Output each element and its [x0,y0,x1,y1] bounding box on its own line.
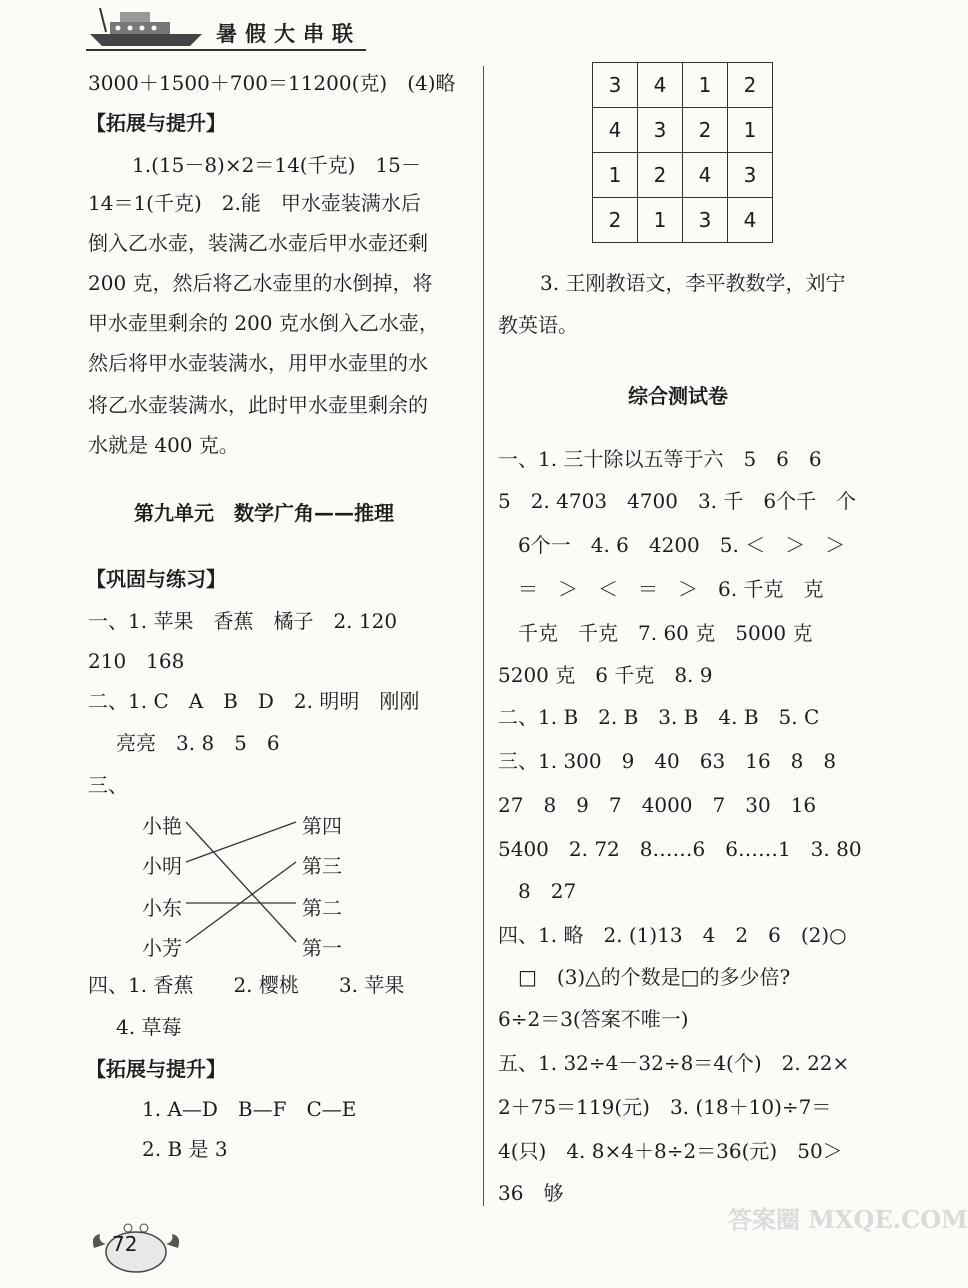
left-line-7: 甲水壶里剩余的 200 克水倒入乙水壶， [88,311,439,335]
grid-cell: 1 [593,153,638,198]
match-right-4: 第一 [302,936,342,960]
left-q1-cont: 210 168 [88,649,185,673]
left-q2: 二、1. C A B D 2. 明明 刚刚 [88,689,420,713]
left-line-1: 3000＋1500＋700＝11200(克) (4)略 [88,71,456,95]
left-ext-1: 1. A—D B—F C—E [142,1097,357,1121]
grid-row [593,108,773,153]
section-heading-practice: 【巩固与练习】 [86,567,226,591]
right-line-8: 三、1. 300 9 40 63 16 8 8 [498,749,837,773]
header-title: 暑假大串联 [216,21,361,46]
left-line-6: 200 克，然后将乙水壶里的水倒掉，将 [88,271,433,295]
grid-cell: 2 [728,63,773,108]
grid-cell: 1 [683,63,728,108]
right-line-14: 6÷2＝3(答案不唯一) [498,1007,689,1031]
grid-cell: 2 [638,153,683,198]
match-right-2: 第三 [302,854,342,878]
section-heading-extend-2: 【拓展与提升】 [86,1057,226,1081]
right-line-1: 一、1. 三十除以五等于六 5 6 6 [498,447,822,471]
right-line-12: 四、1. 略 2. (1)13 4 2 6 (2)○ [498,923,847,947]
right-line-7: 二、1. B 2. B 3. B 4. B 5. C [498,705,820,729]
left-q3-label: 三、 [88,773,128,797]
grid-row [593,63,773,108]
left-line-8: 然后将甲水壶装满水，用甲水壶里的水 [88,351,428,375]
left-ext-2: 2. B 是 3 [142,1137,228,1161]
match-left-3: 小东 [142,896,182,920]
grid-cell: 4 [683,153,728,198]
match-lines [0,0,480,1000]
match-left-1: 小艳 [142,814,182,838]
right-line-15: 五、1. 32÷4－32÷8＝4(个) 2. 22× [498,1051,850,1075]
right-line-11: 8 27 [518,879,577,903]
right-line-2: 5 2. 4703 4700 3. 千 6个千 个 [498,489,857,513]
number-grid [592,62,773,243]
grid-cell: 3 [728,153,773,198]
grid-cell: 3 [683,198,728,243]
right-line-3: 6个一 4. 6 4200 5. ＜ ＞ ＞ [518,533,846,557]
right-line-16: 2＋75＝119(元) 3. (18＋10)÷7＝ [498,1095,832,1119]
grid-cell: 3 [593,63,638,108]
right-line-4: ＝ ＞ ＜ ＝ ＞ 6. 千克 克 [518,577,824,601]
left-q2-cont: 亮亮 3. 8 5 6 [116,731,280,755]
match-right-1: 第四 [302,814,342,838]
left-q1: 一、1. 苹果 香蕉 橘子 2. 120 [88,609,398,633]
page-number: 72 [112,1232,138,1256]
watermark: 答案圈 MXQE.COM [728,1205,968,1234]
right-q3: 3. 王刚教语文，李平教数学，刘宁 [540,271,846,295]
right-line-5: 千克 千克 7. 60 克 5000 克 [518,621,813,645]
test-title: 综合测试卷 [628,384,728,408]
left-line-10: 水就是 400 克。 [88,433,239,457]
left-q4-cont: 4. 草莓 [116,1015,182,1039]
grid-cell: 1 [728,108,773,153]
grid-row [593,198,773,243]
right-line-13: □ (3)△的个数是□的多少倍? [518,965,791,989]
column-divider [483,66,484,1206]
section-heading-extend: 【拓展与提升】 [86,111,226,135]
left-line-4: 14＝1(千克) 2.能 甲水壶装满水后 [88,191,421,215]
right-line-6: 5200 克 6 千克 8. 9 [498,663,713,687]
match-right-3: 第二 [302,896,342,920]
right-line-17: 4(只) 4. 8×4＋8÷2＝36(元) 50＞ [498,1139,843,1163]
left-line-3: 1.(15－8)×2＝14(千克) 15－ [132,153,421,177]
right-q3-cont: 教英语。 [498,313,578,337]
grid-cell: 4 [728,198,773,243]
grid-cell: 2 [593,198,638,243]
unit-title: 第九单元 数学广角——推理 [134,501,394,525]
left-line-5: 倒入乙水壶，装满乙水壶后甲水壶还剩 [88,231,428,255]
match-left-4: 小芳 [142,936,182,960]
grid-cell: 4 [638,63,683,108]
grid-cell: 2 [683,108,728,153]
right-line-10: 5400 2. 72 8……6 6……1 3. 80 [498,837,862,861]
grid-cell: 3 [638,108,683,153]
right-line-18: 36 够 [498,1181,564,1205]
grid-row [593,153,773,198]
grid-cell: 1 [638,198,683,243]
right-line-9: 27 8 9 7 4000 7 30 16 [498,793,817,817]
grid-cell: 4 [593,108,638,153]
left-q4: 四、1. 香蕉 2. 樱桃 3. 苹果 [88,973,405,997]
left-line-9: 将乙水壶装满水，此时甲水壶里剩余的 [88,393,428,417]
match-left-2: 小明 [142,854,182,878]
